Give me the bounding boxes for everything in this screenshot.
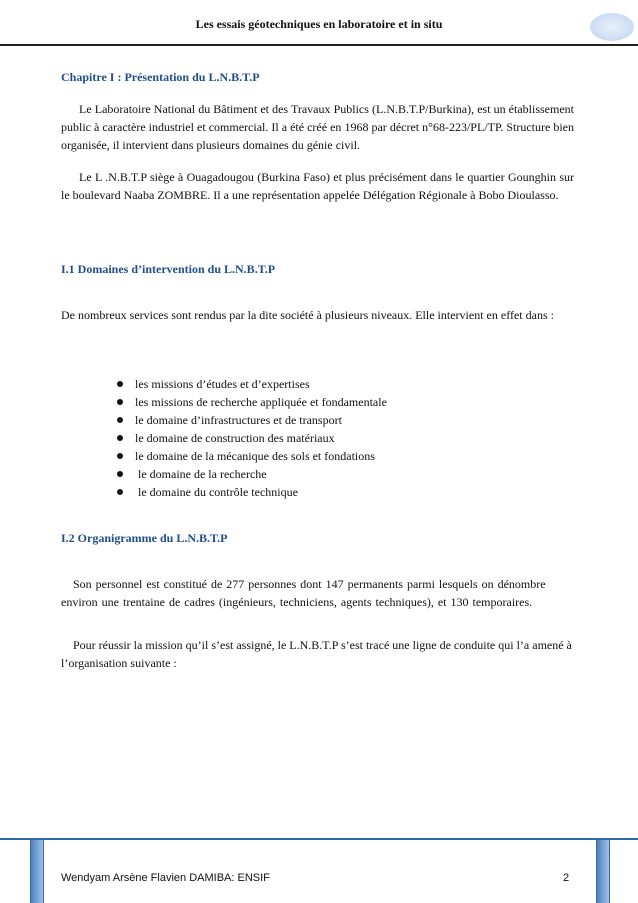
bullet-icon xyxy=(117,453,123,459)
page-number: 2 xyxy=(563,872,570,884)
bullet-icon xyxy=(117,435,123,441)
header-rule xyxy=(0,44,638,46)
section-2-paragraph-1: Son personnel est constitué de 277 personnes dont 147 permanents parmi lesquels on dénombre environ une trentaine de cadres (ingénieurs, techniciens, agents techniques), et 130 temporaires. xyxy=(61,577,546,609)
section-2-paragraph-2: Pour réussir la mission qu’il s’est assigné, le L.N.B.T.P s’est tracé une ligne de conduite qui l’a amené à l’organisation suivante : xyxy=(61,638,572,670)
footer-bar-right xyxy=(596,840,610,903)
chapter-paragraph-1: Le Laboratoire National du Bâtiment et des Travaux Publics (L.N.B.T.P/Burkina), est un établissement public à caractère industriel et commercial. Il a été créé en 1968 par décret n°68-223/PL/TP. Structure bien organisée, il intervient dans plusieurs domaines du génie civil. xyxy=(61,102,574,152)
footer-author: Wendyam Arsène Flavien DAMIBA: ENSIF xyxy=(61,872,270,884)
bullet-icon xyxy=(117,489,123,495)
chapter-paragraph-2: Le L .N.B.T.P siège à Ouagadougou (Burkina Faso) et plus précisément dans le quartier Gounghin sur le boulevard Naaba ZOMBRE. Il a une représentation appelée Délégation Régionale à Bobo Dioulasso. xyxy=(61,170,574,202)
bullet-icon xyxy=(117,399,123,405)
list-item: le domaine d’infrastructures et de transport xyxy=(117,411,387,429)
section-2-heading: I.2 Organigramme du L.N.B.T.P xyxy=(61,531,228,545)
chapter-heading: Chapitre I : Présentation du L.N.B.T.P xyxy=(61,70,260,84)
list-item: les missions d’études et d’expertises xyxy=(117,375,387,393)
list-item: le domaine de la mécanique des sols et fondations xyxy=(117,447,387,465)
bullet-icon xyxy=(117,381,123,387)
section-1-intro: De nombreux services sont rendus par la dite société à plusieurs niveaux. Elle intervient en effet dans : xyxy=(61,308,554,322)
footer-rule xyxy=(0,838,638,840)
list-item: le domaine de construction des matériaux xyxy=(117,429,387,447)
list-item: le domaine du contrôle technique xyxy=(117,483,387,501)
footer-bar-left xyxy=(30,840,44,903)
section-1-heading: I.1 Domaines d’intervention du L.N.B.T.P xyxy=(61,262,276,276)
list-item: les missions de recherche appliquée et fondamentale xyxy=(117,393,387,411)
bullet-icon xyxy=(117,417,123,423)
bullet-icon xyxy=(117,471,123,477)
running-header: Les essais géotechniques en laboratoire et in situ xyxy=(195,17,443,31)
list-item: le domaine de la recherche xyxy=(117,465,387,483)
header-decoration xyxy=(590,13,634,41)
domains-list xyxy=(117,375,387,501)
